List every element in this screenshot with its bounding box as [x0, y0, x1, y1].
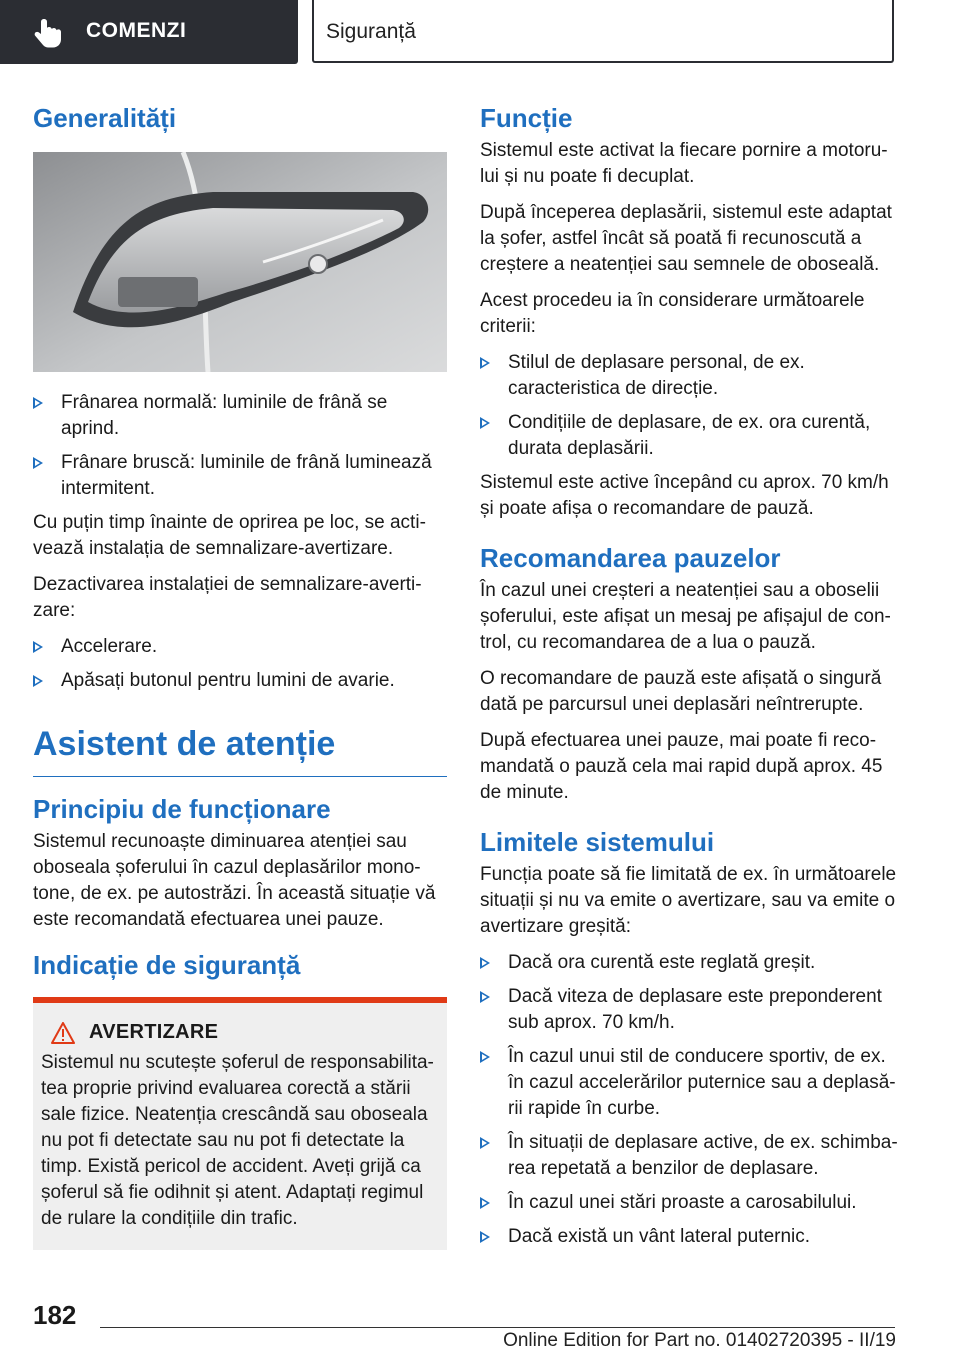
- paragraph: După efectuarea unei pauze, mai poate fi recomandată o pauză cela mai rapid după aprox. 45 de minute.: [480, 730, 883, 803]
- paragraph: Funcția poate să fie limitată de ex. în următoarele situații și nu va emite o avertizare, sau va emite o avertizare greșită:: [480, 864, 897, 937]
- triangle-bullet-icon: [480, 991, 490, 1003]
- triangle-bullet-icon: [480, 1137, 490, 1149]
- warning-box: [33, 997, 447, 1250]
- heading-functie: Funcție: [480, 103, 573, 133]
- triangle-bullet-icon: [480, 1231, 490, 1243]
- list-deactivation: [33, 634, 447, 694]
- list-item: Frânare bruscă: luminile de frână luminează intermitent.: [33, 450, 447, 502]
- warning-text: Sistemul nu scutește șoferul de responsabilitatea proprie privind evaluarea corectă a stării sale fizice. Neatenția crescândă sau oboseala nu pot fi detectate sau nu pot fi detectate la timp. Există pericol de accident. Aveți grijă ca șoferul să fie odihnit și atent. Adaptați regimul de rulare la condițiile din trafic.: [41, 1052, 434, 1229]
- brake-light-illustration: [33, 152, 447, 372]
- triangle-bullet-icon: [33, 675, 43, 687]
- triangle-bullet-icon: [33, 457, 43, 469]
- list-item: În situații de deplasare active, de ex. schimbarea repetată a benzilor de deplasare.: [480, 1130, 898, 1182]
- warning-title: AVERTIZARE: [89, 1021, 219, 1043]
- list-item: Stilul de deplasare personal, de ex. caracteristica de direcție.: [480, 350, 898, 402]
- paragraph: După începerea deplasării, sistemul este adaptat la șofer, astfel încât să poată fi recunoscută a creștere a neatenției sau semnele de oboseală.: [480, 202, 892, 275]
- list-item: Dacă există un vânt lateral puternic.: [480, 1224, 898, 1250]
- list-item: Dacă ora curentă este reglată greșit.: [480, 950, 898, 976]
- tab-label-siguranta: Siguranță: [326, 20, 416, 43]
- triangle-bullet-icon: [480, 357, 490, 369]
- paragraph: Sistemul este activat la fiecare pornire a motorului și nu poate fi decuplat.: [480, 140, 888, 187]
- heading-recomandarea: Recomandarea pauzelor: [480, 543, 781, 573]
- list-limitations: [480, 950, 898, 1250]
- paragraph: Sistemul este active începând cu aprox. 70 km/h și poate afișa o recomandare de pauză.: [480, 472, 889, 519]
- page-header: [0, 0, 960, 66]
- paragraph: Dezactivarea instalației de semnalizare-avertizare:: [33, 574, 422, 621]
- triangle-bullet-icon: [33, 641, 43, 653]
- warning-header: [41, 1021, 439, 1044]
- section-tab-siguranta[interactable]: [312, 0, 894, 63]
- list-item: Condițiile de deplasare, de ex. ora curentă, durata deplasării.: [480, 410, 898, 462]
- left-column: [33, 100, 447, 1250]
- page-number: 182: [33, 1300, 77, 1330]
- footer-divider: [100, 1327, 895, 1328]
- heading-limitele: Limitele sistemului: [480, 827, 715, 857]
- paragraph: Cu puțin timp înainte de oprirea pe loc, se activează instalația de semnalizare-avertizare.: [33, 512, 426, 559]
- section-tab-comenzi[interactable]: [0, 0, 298, 64]
- paragraph: Sistemul recunoaște diminuarea atenției sau oboseala șoferului în cazul deplasărilor monotone, de ex. pe autostrăzi. În această situație vă este recomandată efectuarea unei pauze.: [33, 831, 436, 930]
- list-criteria: [480, 350, 898, 462]
- triangle-bullet-icon: [480, 1197, 490, 1209]
- list-item: Apăsați butonul pentru lumini de avarie.: [33, 668, 447, 694]
- hand-pointer-icon: [34, 17, 64, 49]
- list-item: În cazul unei stări proaste a carosabilului.: [480, 1190, 898, 1216]
- heading-divider: [33, 776, 447, 777]
- heading-asistent-de-atentie: Asistent de atenție: [33, 725, 336, 763]
- heading-generalitati: Generalități: [33, 103, 177, 133]
- heading-indicatie: Indicație de siguranță: [33, 950, 301, 980]
- list-brake-lights: [33, 390, 447, 502]
- warning-triangle-icon: [51, 1022, 75, 1044]
- footer-edition: Online Edition for Part no. 01402720395 - II/19: [503, 1330, 896, 1351]
- list-item: Frânarea normală: luminile de frână se aprind.: [33, 390, 447, 442]
- triangle-bullet-icon: [33, 397, 43, 409]
- list-item: Accelerare.: [33, 634, 447, 660]
- right-column: [480, 100, 898, 1258]
- triangle-bullet-icon: [480, 417, 490, 429]
- list-item: În cazul unui stil de conducere sportiv, de ex. în cazul accelerărilor puternice sau a deplasării rapide în curbe.: [480, 1044, 898, 1122]
- heading-principiu: Principiu de funcționare: [33, 794, 331, 824]
- tab-label-comenzi: COMENZI: [86, 19, 187, 42]
- list-item: Dacă viteza de deplasare este preponderent sub aprox. 70 km/h.: [480, 984, 898, 1036]
- paragraph: Acest procedeu ia în considerare următoarele criterii:: [480, 290, 865, 337]
- triangle-bullet-icon: [480, 957, 490, 969]
- paragraph: O recomandare de pauză este afișată o singură dată pe parcursul unei deplasări neîntrerupte.: [480, 668, 882, 715]
- paragraph: În cazul unei creșteri a neatenției sau a oboselii șoferului, este afișat un mesaj pe afișajul de control, cu recomandarea de a lua o pauză.: [480, 580, 891, 653]
- triangle-bullet-icon: [480, 1051, 490, 1063]
